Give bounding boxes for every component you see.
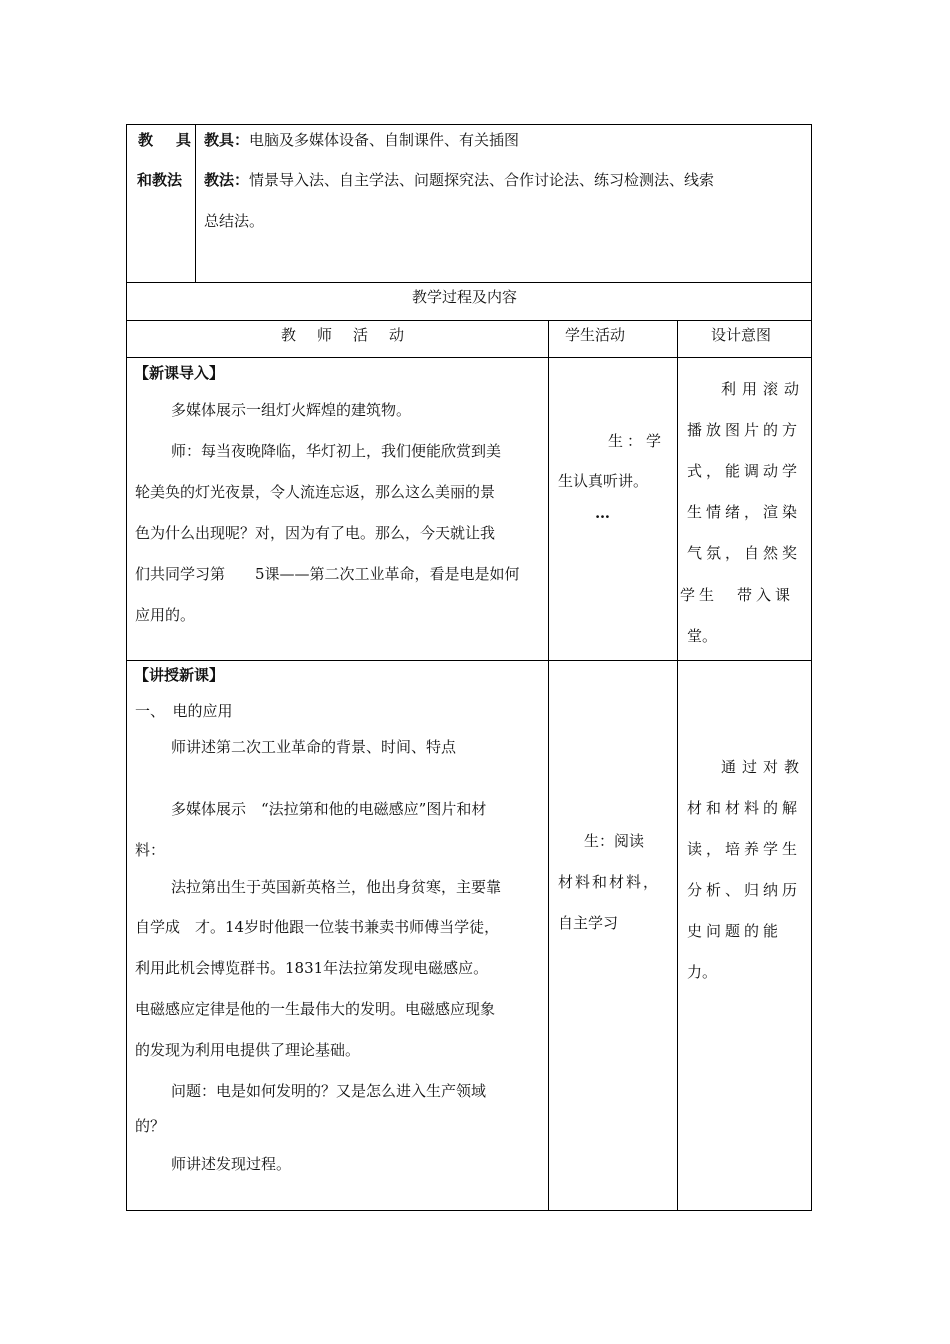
tools-label-divider bbox=[195, 124, 196, 282]
row1-teacher-line: 多媒体展示一组灯火辉煌的建筑物。 bbox=[171, 401, 412, 419]
row-divider-3 bbox=[126, 357, 812, 358]
row-divider-4 bbox=[126, 660, 812, 661]
row2-teacher-line: 师讲述第二次工业革命的背景、时间、特点 bbox=[171, 738, 457, 756]
row1-design-line: 堂。 bbox=[687, 627, 718, 645]
row1-teacher-line: 色为什么出现呢？对，因为有了电。那么，今天就让我 bbox=[135, 524, 496, 542]
row2-subheading: 一、 电的应用 bbox=[135, 702, 233, 720]
row1-design-line: 学生 带入课 bbox=[680, 586, 795, 604]
methods-label: 教法： bbox=[204, 171, 250, 189]
row2-teacher-line: 电磁感应定律是他的一生最伟大的发明。电磁感应现象 bbox=[135, 1000, 496, 1018]
row2-teacher-line: 法拉第出生于英国新英格兰，他出身贫寒，主要靠 bbox=[171, 878, 502, 896]
row2-design-line: 通过对教 bbox=[721, 758, 806, 776]
row1-teacher-line: 们共同学习第 5课——第二次工业革命，看是电是如何 bbox=[135, 565, 520, 583]
header-design-intent: 设计意图 bbox=[711, 326, 772, 344]
row2-design-line: 史问题的能 bbox=[687, 922, 783, 940]
methods-text-line1: 情景导入法、自主学法、问题探究法、合作讨论法、练习检测法、线索 bbox=[249, 171, 715, 189]
tools-text: 电脑及多媒体设备、自制课件、有关插图 bbox=[249, 131, 520, 149]
row-divider-2 bbox=[126, 320, 812, 321]
table-border-top bbox=[126, 124, 812, 125]
methods-text-line2: 总结法。 bbox=[204, 212, 265, 230]
row1-design-line: 生情绪，渲染 bbox=[687, 503, 802, 521]
tools-row-label-1: 教 具 bbox=[138, 131, 196, 149]
row1-design-line: 气氛，自然奖 bbox=[687, 544, 802, 562]
section-title: 教学过程及内容 bbox=[412, 288, 518, 306]
row2-student-line: 生：阅读 bbox=[584, 832, 645, 850]
col-divider-teacher bbox=[548, 320, 549, 1211]
row1-teacher-line: 师：每当夜晚降临，华灯初上，我们便能欣赏到美 bbox=[171, 442, 502, 460]
row2-student-line: 材料和材料， bbox=[558, 873, 661, 891]
row2-design-line: 分析、归纳历 bbox=[687, 881, 802, 899]
row2-design-line: 力。 bbox=[687, 963, 718, 981]
header-student-activity: 学生活动 bbox=[565, 326, 626, 344]
row2-teacher-line: 问题：电是如何发明的？又是怎么进入生产领域 bbox=[171, 1082, 487, 1100]
row1-teacher-line: 应用的。 bbox=[135, 606, 196, 624]
table-border-right bbox=[811, 124, 812, 1211]
row2-teacher-line: 多媒体展示 “法拉第和他的电磁感应”图片和材 bbox=[171, 800, 487, 818]
row2-teacher-line: 的发现为利用电提供了理论基础。 bbox=[135, 1041, 361, 1059]
row1-student-line: 生：学 bbox=[608, 432, 666, 450]
row2-teacher-line: 利用此机会博览群书。1831年法拉第发现电磁感应。 bbox=[135, 959, 489, 977]
row2-student-line: 自主学习 bbox=[558, 914, 619, 932]
header-teacher-activity: 教 师 活 动 bbox=[281, 326, 408, 344]
row2-teacher-line: 自学成 才。14岁时他跟一位装书兼卖书师傅当学徒， bbox=[135, 918, 500, 936]
row1-heading: 【新课导入】 bbox=[134, 364, 225, 382]
row2-teacher-line: 的？ bbox=[135, 1117, 166, 1135]
col-divider-student bbox=[677, 320, 678, 1211]
row1-design-line: 式，能调动学 bbox=[687, 462, 802, 480]
row2-design-line: 材和材料的解 bbox=[687, 799, 802, 817]
row2-teacher-line: 料： bbox=[135, 841, 166, 859]
table-border-bottom bbox=[126, 1210, 812, 1211]
row1-student-line: 生认真听讲。 bbox=[558, 472, 649, 490]
row-divider-1 bbox=[126, 282, 812, 283]
tools-row-label-2: 和教法 bbox=[137, 171, 183, 189]
row2-teacher-line: 师讲述发现过程。 bbox=[171, 1155, 292, 1173]
table-border-left bbox=[126, 124, 127, 1211]
row1-design-line: 利用滚动 bbox=[721, 380, 806, 398]
row2-heading: 【讲授新课】 bbox=[134, 666, 225, 684]
row2-design-line: 读，培养学生 bbox=[687, 840, 802, 858]
row1-student-line: … bbox=[595, 504, 610, 522]
row1-design-line: 播放图片的方 bbox=[687, 421, 802, 439]
row1-teacher-line: 轮美奂的灯光夜景，令人流连忘返，那么这么美丽的景 bbox=[135, 483, 496, 501]
tools-label: 教具： bbox=[204, 131, 250, 149]
